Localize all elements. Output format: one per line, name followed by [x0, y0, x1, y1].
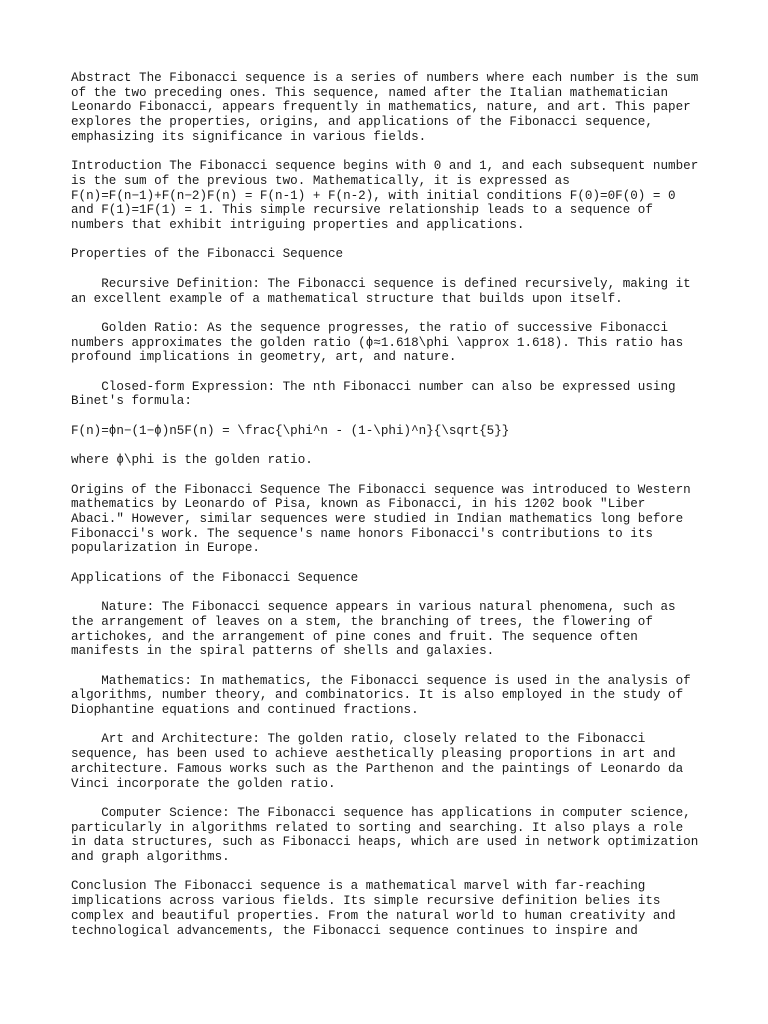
text-line: numbers that exhibit intriguing properties and applications. — [71, 218, 525, 233]
text-line: profound implications in geometry, art, and nature. — [71, 350, 457, 365]
text-line: complex and beautiful properties. From the natural world to human creativity and — [71, 908, 676, 923]
text-line: in data structures, such as Fibonacci heaps, which are used in network optimization — [71, 835, 699, 850]
text-line: Mathematics: In mathematics, the Fibonacci sequence is used in the analysis of — [71, 673, 691, 688]
paragraph-mathematics — [71, 674, 711, 718]
text-line: Applications of the Fibonacci Sequence — [71, 570, 359, 585]
paragraph-recursive-definition — [71, 277, 711, 306]
text-line: explores the properties, origins, and applications of the Fibonacci sequence, — [71, 115, 653, 130]
text-line: sequence, has been used to achieve aesthetically pleasing proportions in art and — [71, 747, 676, 762]
text-line: Leonardo Fibonacci, appears frequently in mathematics, nature, and art. This paper — [71, 100, 691, 115]
text-line: technological advancements, the Fibonacci sequence continues to inspire and — [71, 923, 638, 938]
paragraph-binet-formula — [71, 424, 711, 439]
paragraph-nature — [71, 600, 711, 659]
text-line: artichokes, and the arrangement of pine cones and fruit. The sequence often — [71, 629, 638, 644]
text-line: Abstract The Fibonacci sequence is a series of numbers where each number is the sum — [71, 71, 699, 85]
text-line: F(n)=F(n−1)+F(n−2)F(n) = F(n-1) + F(n-2), with initial conditions F(0)=0F(0) = 0 — [71, 188, 676, 203]
text-line: popularization in Europe. — [71, 541, 260, 556]
text-line: implications across various fields. Its simple recursive definition belies its — [71, 894, 661, 909]
text-line: Recursive Definition: The Fibonacci sequence is defined recursively, making it — [71, 276, 691, 291]
paragraph-origins — [71, 483, 711, 557]
text-line: Golden Ratio: As the sequence progresses, the ratio of successive Fibonacci — [71, 320, 669, 335]
text-line: Abaci." However, similar sequences were studied in Indian mathematics long before — [71, 511, 684, 526]
paragraph-conclusion — [71, 879, 711, 938]
text-line: where ϕ\phi is the golden ratio. — [71, 453, 313, 468]
document-page — [71, 71, 711, 953]
paragraph-abstract — [71, 71, 711, 145]
text-line: Vinci incorporate the golden ratio. — [71, 776, 336, 791]
text-line: Introduction The Fibonacci sequence begins with 0 and 1, and each subsequent number — [71, 159, 699, 174]
text-line: is the sum of the previous two. Mathematically, it is expressed as — [71, 173, 570, 188]
text-line: architecture. Famous works such as the Parthenon and the paintings of Leonardo da — [71, 761, 684, 776]
text-line: the arrangement of leaves on a stem, the branching of trees, the flowering of — [71, 614, 653, 629]
text-line: Art and Architecture: The golden ratio, closely related to the Fibonacci — [71, 732, 646, 747]
text-line: Binet's formula: — [71, 394, 192, 409]
text-line: Computer Science: The Fibonacci sequence has applications in computer science, — [71, 805, 691, 820]
text-line: Origins of the Fibonacci Sequence The Fibonacci sequence was introduced to Western — [71, 482, 691, 497]
paragraph-closed-form — [71, 380, 711, 409]
text-line: Fibonacci's work. The sequence's name honors Fibonacci's contributions to its — [71, 526, 653, 541]
paragraph-art-architecture — [71, 732, 711, 791]
text-line: Properties of the Fibonacci Sequence — [71, 247, 344, 262]
paragraph-golden-ratio — [71, 321, 711, 365]
text-line: Conclusion The Fibonacci sequence is a mathematical marvel with far-reaching — [71, 879, 646, 894]
text-line: mathematics by Leonardo of Pisa, known as Fibonacci, in his 1202 book "Liber — [71, 497, 646, 512]
text-line: F(n)=ϕn−(1−ϕ)n5F(n) = \frac{\phi^n - (1-\phi)^n}{\sqrt{5}} — [71, 423, 510, 438]
text-line: manifests in the spiral patterns of shells and galaxies. — [71, 644, 495, 659]
text-line: an excellent example of a mathematical structure that builds upon itself. — [71, 291, 623, 306]
text-line: Nature: The Fibonacci sequence appears in various natural phenomena, such as — [71, 600, 676, 615]
text-line: Diophantine equations and continued fractions. — [71, 703, 419, 718]
text-line: and F(1)=1F(1) = 1. This simple recursive relationship leads to a sequence of — [71, 203, 653, 218]
paragraph-phi-note — [71, 453, 711, 468]
paragraph-introduction — [71, 159, 711, 233]
text-line: particularly in algorithms related to sorting and searching. It also plays a role — [71, 820, 684, 835]
text-line: Closed-form Expression: The nth Fibonacci number can also be expressed using — [71, 379, 676, 394]
text-line: and graph algorithms. — [71, 850, 230, 865]
text-line: emphasizing its significance in various fields. — [71, 129, 427, 144]
text-line: numbers approximates the golden ratio (ϕ≈1.618\phi \approx 1.618). This ratio has — [71, 335, 684, 350]
text-line: algorithms, number theory, and combinatorics. It is also employed in the study of — [71, 688, 684, 703]
paragraph-applications-heading — [71, 571, 711, 586]
text-line: of the two preceding ones. This sequence, named after the Italian mathematician — [71, 85, 669, 100]
paragraph-computer-science — [71, 806, 711, 865]
paragraph-properties-heading — [71, 247, 711, 262]
